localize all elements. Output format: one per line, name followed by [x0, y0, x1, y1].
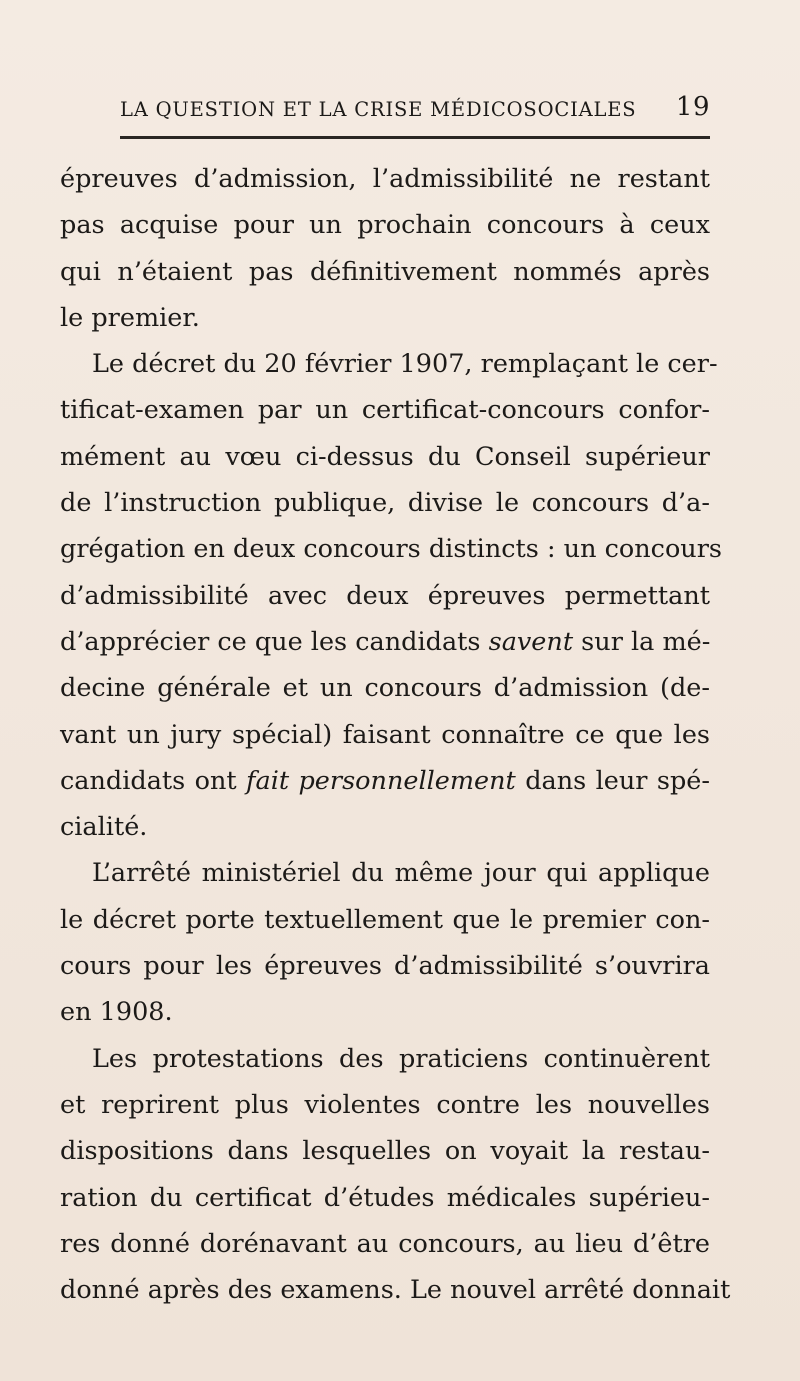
text-line [60, 758, 710, 804]
text-line: donné après des examens. Le nouvel arrêté donnait [60, 1275, 731, 1306]
text-line: et reprirent plus violentes contre les nouvelles [60, 1089, 710, 1120]
text-run: dans leur spé- [515, 765, 710, 796]
text-line: qui n’étaient pas définitivement nommés après [60, 256, 710, 287]
text-line: le décret porte textuellement que le premier con- [60, 904, 710, 935]
body-text [60, 156, 731, 1313]
italic-text: fait personnellement [246, 765, 516, 796]
running-head [120, 92, 710, 126]
text-line: de l’instruction publique, divise le concours d’a- [60, 488, 710, 519]
text-line: dispositions dans lesquelles on voyait la restau- [60, 1136, 710, 1167]
text-line: d’admissibilité avec deux épreuves permettant [60, 580, 710, 611]
text-run: d’apprécier ce que les candidats [60, 626, 489, 657]
header-rule [120, 136, 710, 139]
text-line: mément au vœu ci-dessus du Conseil supérieur [60, 441, 710, 472]
italic-text: savent [488, 626, 574, 657]
text-line: grégation en deux concours distincts : un concours [60, 534, 723, 565]
text-line: decine générale et un concours d’admission (de- [60, 673, 710, 704]
text-line [60, 619, 710, 665]
text-line: Les protestations des praticiens continuèrent [92, 1043, 710, 1074]
text-line: tificat-examen par un certificat-concours confor- [60, 395, 710, 426]
text-line: pas acquise pour un prochain concours à ceux [60, 210, 710, 241]
text-line: Le décret du 20 février 1907, remplaçant le cer- [92, 349, 718, 380]
text-line: cialité. [60, 812, 148, 843]
text-line: res donné dorénavant au concours, au lieu d’être [60, 1228, 710, 1259]
text-run: sur la mé- [573, 626, 711, 657]
text-line: L’arrêté ministériel du même jour qui applique [92, 858, 710, 889]
text-line: cours pour les épreuves d’admissibilité s’ouvrira [60, 951, 710, 982]
running-title: LA QUESTION ET LA CRISE MÉDICOSOCIALES [120, 98, 637, 121]
text-line: le premier. [60, 302, 200, 333]
page-number: 19 [675, 92, 710, 122]
text-run: candidats ont [60, 765, 247, 796]
text-line: épreuves d’admission, l’admissibilité ne restant [60, 164, 710, 194]
text-line: vant un jury spécial) faisant connaître ce que les [60, 719, 710, 750]
text-line: ration du certificat d’études médicales supérieu- [60, 1182, 710, 1213]
text-line: en 1908. [60, 997, 173, 1028]
